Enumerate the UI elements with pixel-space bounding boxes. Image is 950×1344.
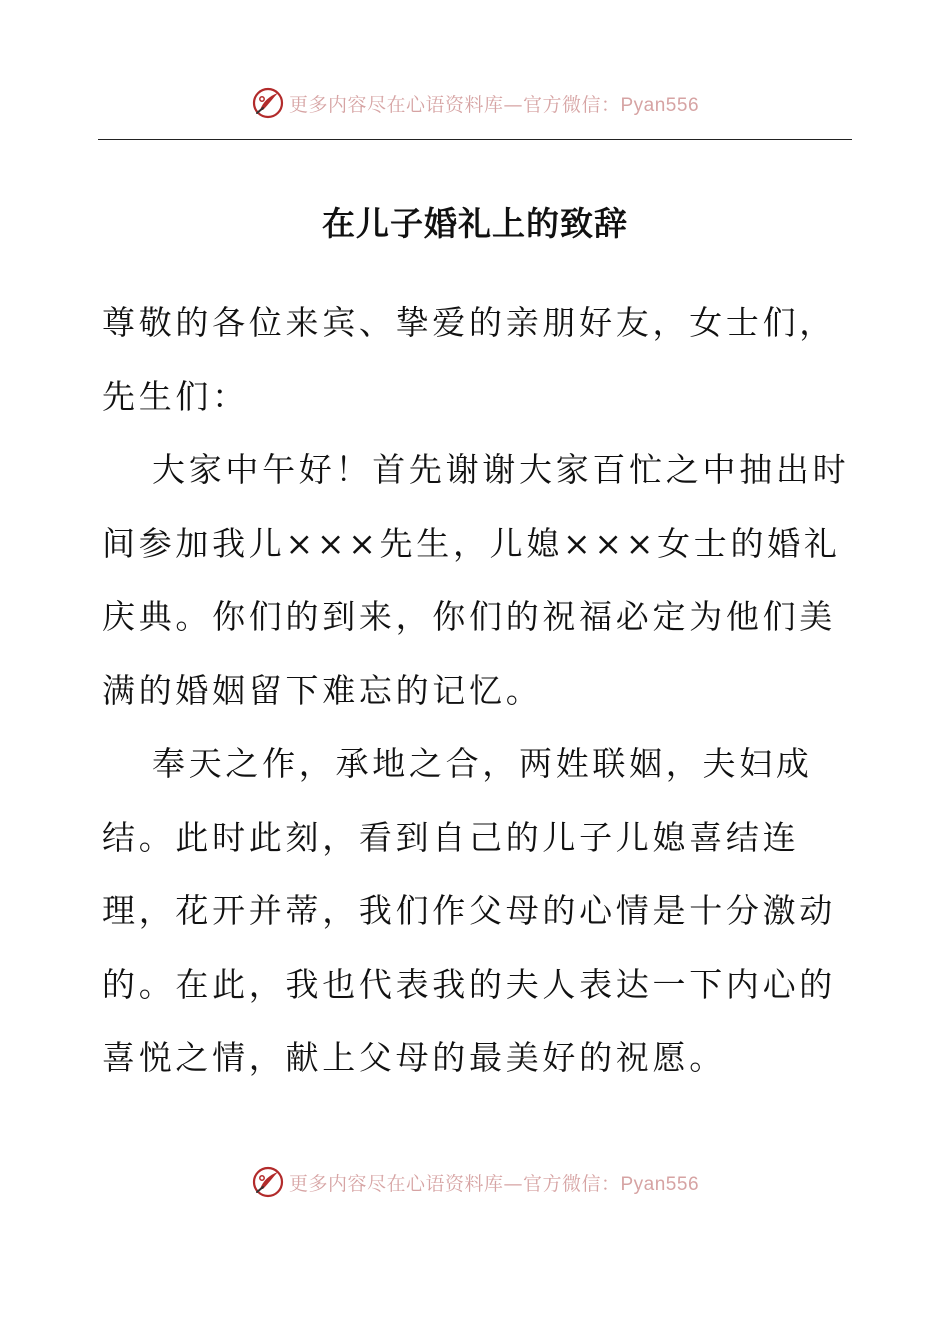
footer-banner: [0, 1162, 950, 1202]
body-paragraph-1: 大家中午好！首先谢谢大家百忙之中抽出时间参加我儿×××先生，儿媳×××女士的婚礼庆典。你们的到来，你们的祝福必定为他们美满的婚姻留下难忘的记忆。: [102, 450, 850, 710]
footer-wechat-handle: Pyan556: [620, 1173, 700, 1195]
header-banner: [0, 83, 950, 123]
salutation-paragraph: 尊敬的各位来宾、挚爱的亲朋好友，女士们，先生们：: [102, 303, 836, 416]
header-banner-text: 更多内容尽在心语资料库—官方微信：Pyan556: [288, 93, 700, 116]
quill-pen-logo-icon: [251, 1165, 285, 1199]
body-paragraph-2: 奉天之作，承地之合，两姓联姻，夫妇成结。此时此刻，看到自己的儿子儿媳喜结连理，花开并蒂，我们作父母的心情是十分激动的。在此，我也代表我的夫人表达一下内心的喜悦之情，献上父母的最美好的祝愿。: [102, 744, 836, 1077]
document-title: 在儿子婚礼上的致辞: [322, 204, 628, 243]
header-divider: [98, 139, 852, 140]
document-body: [102, 286, 862, 1095]
footer-banner-text: 更多内容尽在心语资料库—官方微信：Pyan556: [288, 1172, 700, 1195]
quill-pen-logo-icon: [251, 86, 285, 120]
header-wechat-handle: Pyan556: [620, 94, 700, 116]
